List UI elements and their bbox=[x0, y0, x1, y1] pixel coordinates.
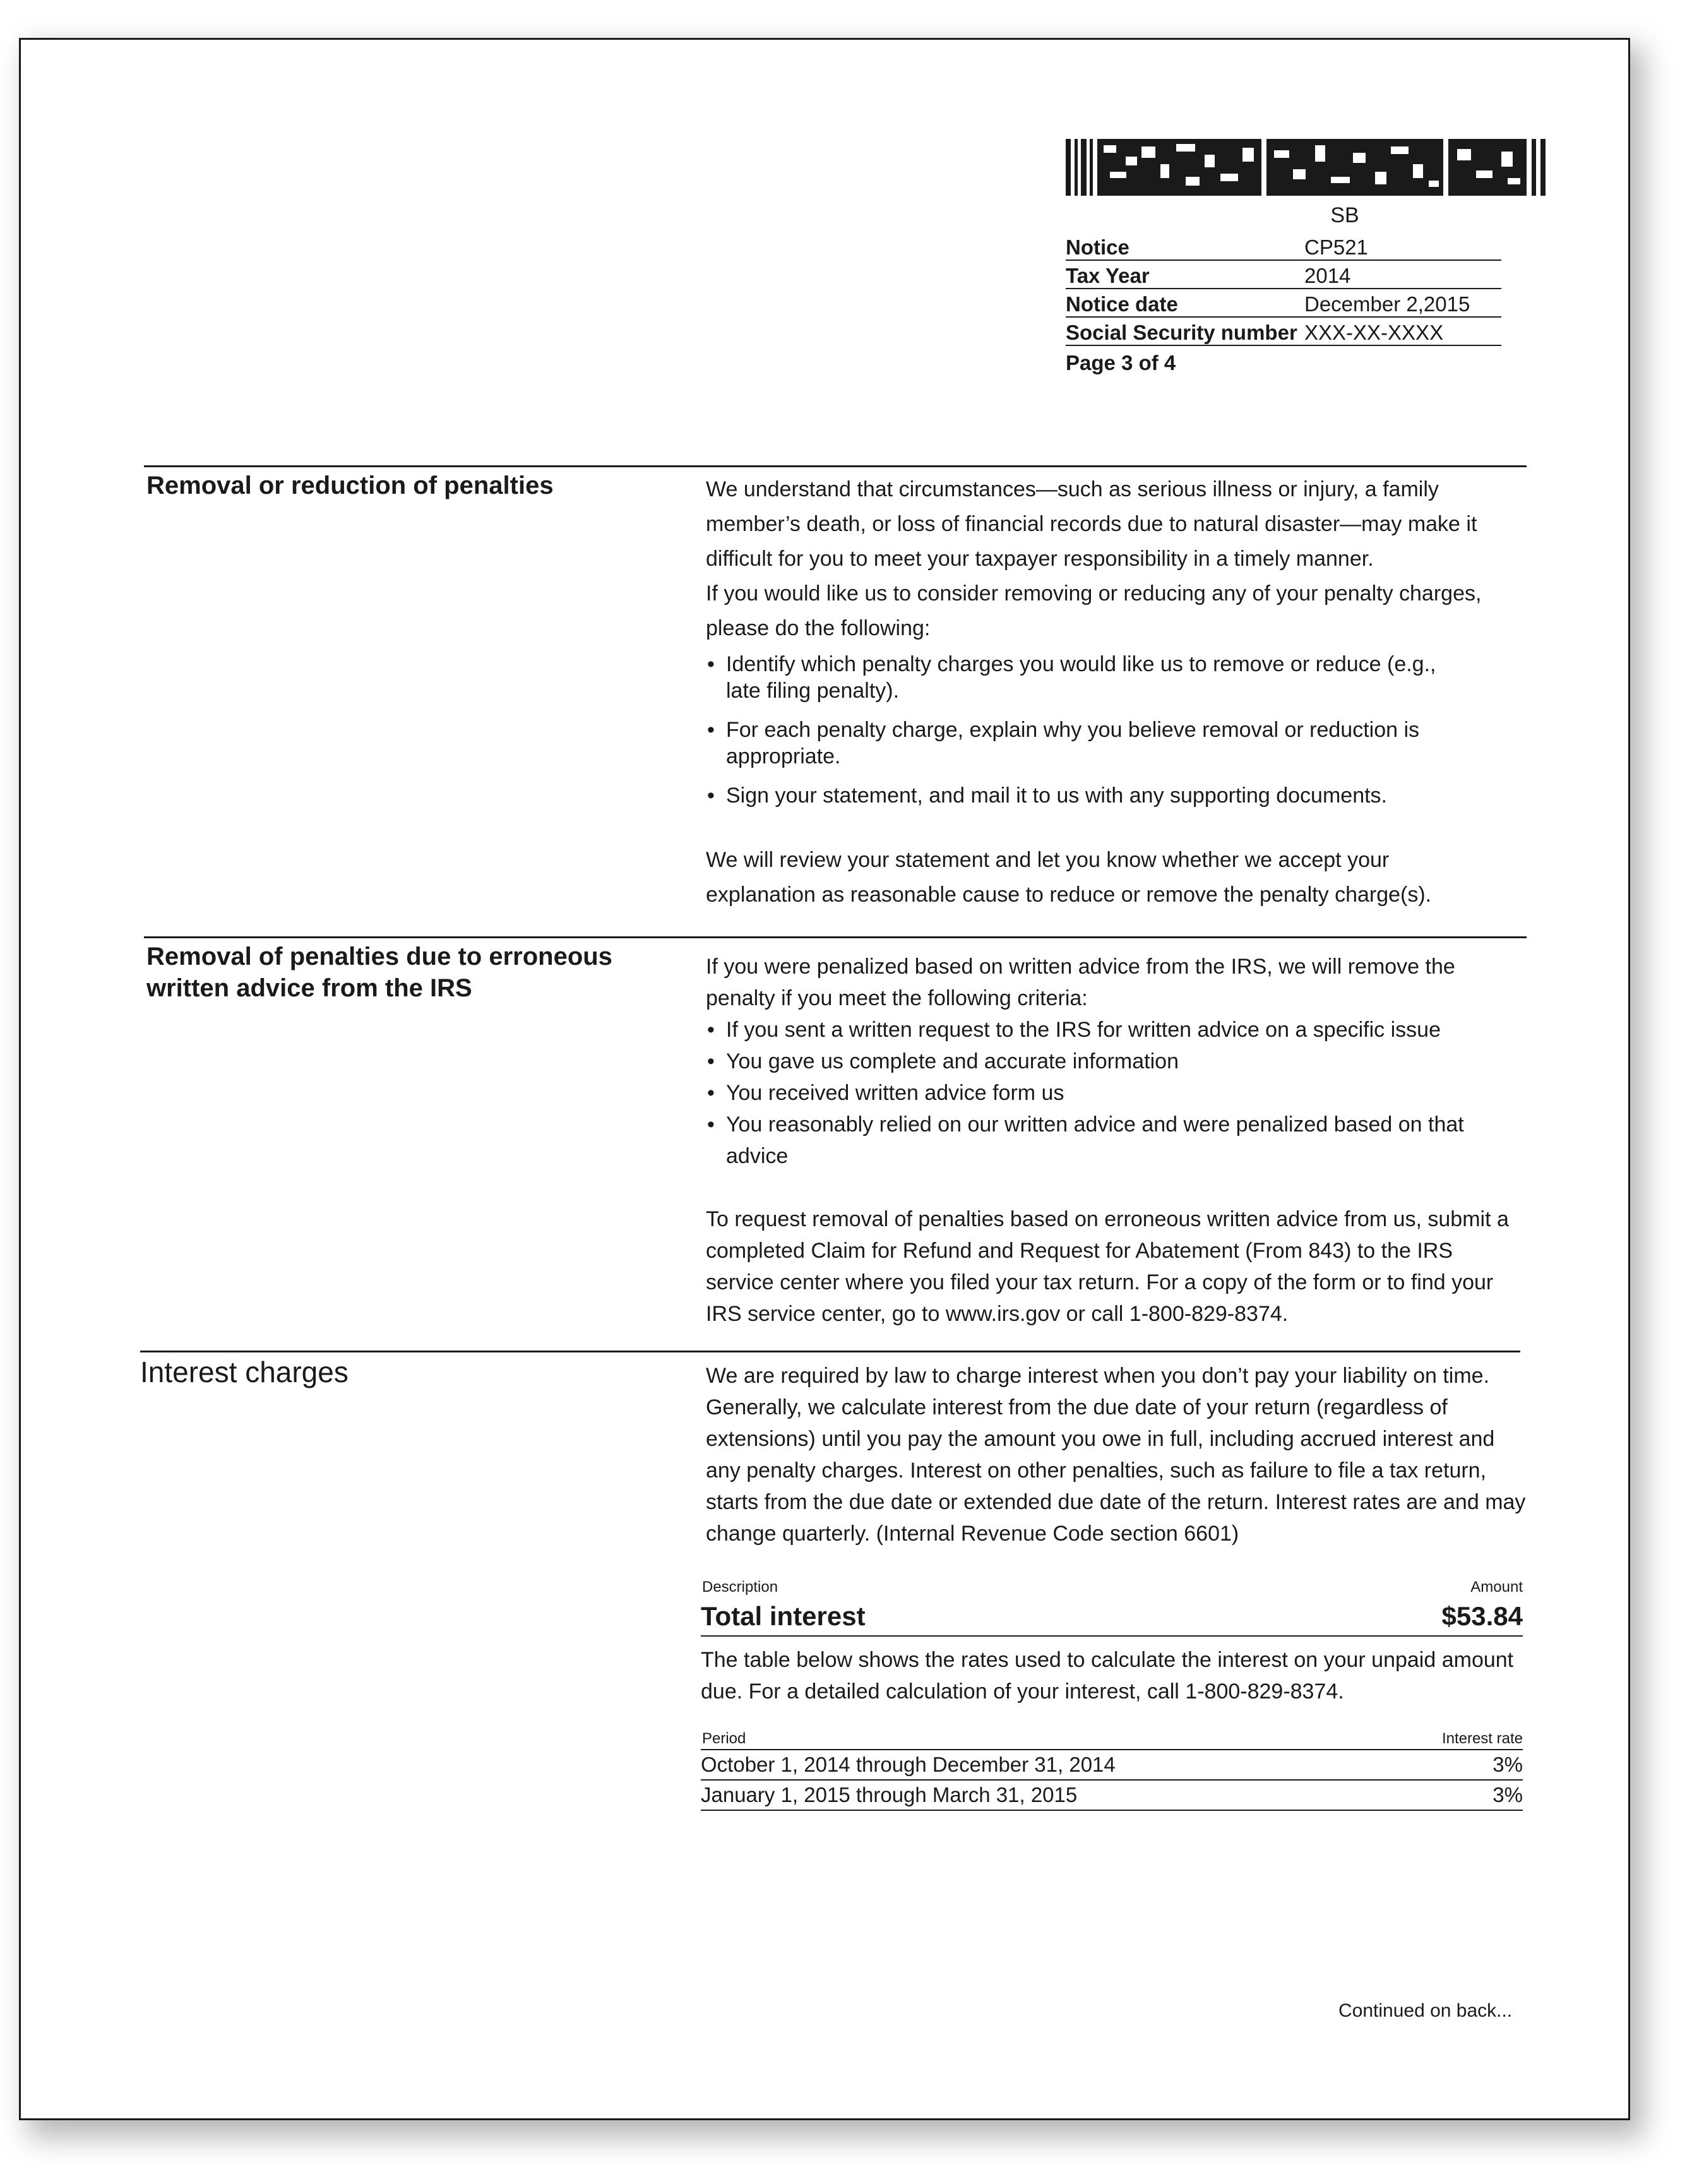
notice-header-table bbox=[1066, 232, 1501, 375]
section-body-interest bbox=[706, 1360, 1527, 1549]
barcode-icon bbox=[1066, 139, 1546, 196]
section-title-interest: Interest charges bbox=[140, 1356, 349, 1388]
header-value: December 2,2015 bbox=[1304, 292, 1470, 316]
description-header: Description bbox=[702, 1578, 778, 1596]
table-row bbox=[701, 1781, 1523, 1811]
header-value: 2014 bbox=[1304, 264, 1351, 287]
header-label: Social Security number bbox=[1066, 321, 1297, 344]
period-header: Period bbox=[702, 1730, 746, 1747]
rate-header: Interest rate bbox=[1441, 1730, 1523, 1747]
amount-header: Amount bbox=[1470, 1578, 1523, 1596]
header-value: XXX-XX-XXXX bbox=[1304, 321, 1444, 344]
erroneous-intro: If you were penalized based on written advice from the IRS, we will remove the penalty if you meet the following criteria: bbox=[706, 955, 1455, 1010]
header-row-notice-date bbox=[1066, 289, 1501, 318]
header-value: CP521 bbox=[1304, 236, 1368, 259]
header-row-notice bbox=[1066, 232, 1501, 261]
period-cell: January 1, 2015 through March 31, 2015 bbox=[701, 1783, 1078, 1806]
interest-table-header bbox=[701, 1578, 1523, 1597]
section-divider bbox=[144, 936, 1527, 938]
list-item: • Identify which penalty charges you would like us to remove or reduce (e.g., late filing penalty). bbox=[707, 652, 1436, 703]
rate-cell: 3% bbox=[1492, 1753, 1523, 1776]
rate-cell: 3% bbox=[1492, 1783, 1523, 1806]
header-label: Notice bbox=[1066, 236, 1129, 259]
header-row-tax-year bbox=[1066, 261, 1501, 289]
section-title-erroneous: Removal of penalties due to erroneous written advice from the IRS bbox=[146, 943, 612, 1002]
section-divider bbox=[144, 465, 1527, 467]
rates-note: The table below shows the rates used to calculate the interest on your unpaid amount due. For a detailed calculation of your interest, call 1-800-829-8374. bbox=[701, 1648, 1514, 1704]
list-item: • You received written advice form us bbox=[707, 1081, 1064, 1105]
section-body-removal bbox=[706, 472, 1527, 912]
section-title-removal: Removal or reduction of penalties bbox=[146, 472, 554, 499]
rates-table-header bbox=[701, 1730, 1523, 1750]
rates-table bbox=[701, 1730, 1523, 1811]
total-interest-amount: $53.84 bbox=[1441, 1601, 1523, 1631]
table-row bbox=[701, 1750, 1523, 1781]
notice-code: SB bbox=[1330, 203, 1359, 227]
list-item: • If you sent a written request to the IRS for written advice on a specific issue bbox=[707, 1018, 1441, 1042]
erroneous-request: To request removal of penalties based on erroneous written advice from us, submit a completed Claim for Refund and Request for Abatement (From 843) to the IRS service center where you filed your tax return. For a copy of the form or to find your IRS service center, go to www.irs.gov or call 1-800-829-8374. bbox=[706, 1207, 1509, 1326]
removal-intro: We understand that circumstances—such as serious illness or injury, a family member’s death, or loss of financial records due to natural disaster—may make it difficult for you to meet your taxpayer responsibility in a timely manner. bbox=[706, 477, 1477, 571]
section-divider bbox=[140, 1351, 1520, 1352]
section-body-erroneous bbox=[706, 951, 1527, 1330]
continued-note: Continued on back... bbox=[1338, 2000, 1513, 2021]
removal-steps-list bbox=[706, 651, 1527, 809]
header-row-ssn bbox=[1066, 318, 1501, 346]
period-cell: October 1, 2014 through December 31, 2014 bbox=[701, 1753, 1116, 1776]
total-interest-row bbox=[701, 1597, 1523, 1637]
erroneous-criteria-list bbox=[706, 1014, 1527, 1172]
removal-ask: If you would like us to consider removing or reducing any of your penalty charges, please do the following: bbox=[706, 582, 1482, 640]
interest-table bbox=[701, 1578, 1523, 1707]
list-item: • You reasonably relied on our written advice and were penalized based on that advice bbox=[707, 1113, 1464, 1168]
header-label: Tax Year bbox=[1066, 264, 1150, 287]
list-item: • You gave us complete and accurate information bbox=[707, 1049, 1179, 1073]
list-item: • For each penalty charge, explain why you believe removal or reduction is appropriate. bbox=[707, 718, 1420, 768]
total-interest-label: Total interest bbox=[701, 1601, 866, 1631]
interest-text: We are required by law to charge interest when you don’t pay your liability on time. Generally, we calculate interest from the due date of your return (regardless of extensions) until you pay the amount you owe in full, including accrued interest and any penalty charges. Interest on other penalties, such as failure to file a tax return, starts from the due date or extended due date of the return. Interest rates are and may change quarterly. (Internal Revenue Code section 6601) bbox=[706, 1364, 1526, 1546]
removal-review: We will review your statement and let you know whether we accept your explanation as reasonable cause to reduce or remove the penalty charge(s). bbox=[706, 848, 1432, 907]
list-item: • Sign your statement, and mail it to us with any supporting documents. bbox=[707, 784, 1387, 808]
header-label: Notice date bbox=[1066, 292, 1178, 316]
page-number: Page 3 of 4 bbox=[1066, 351, 1176, 374]
